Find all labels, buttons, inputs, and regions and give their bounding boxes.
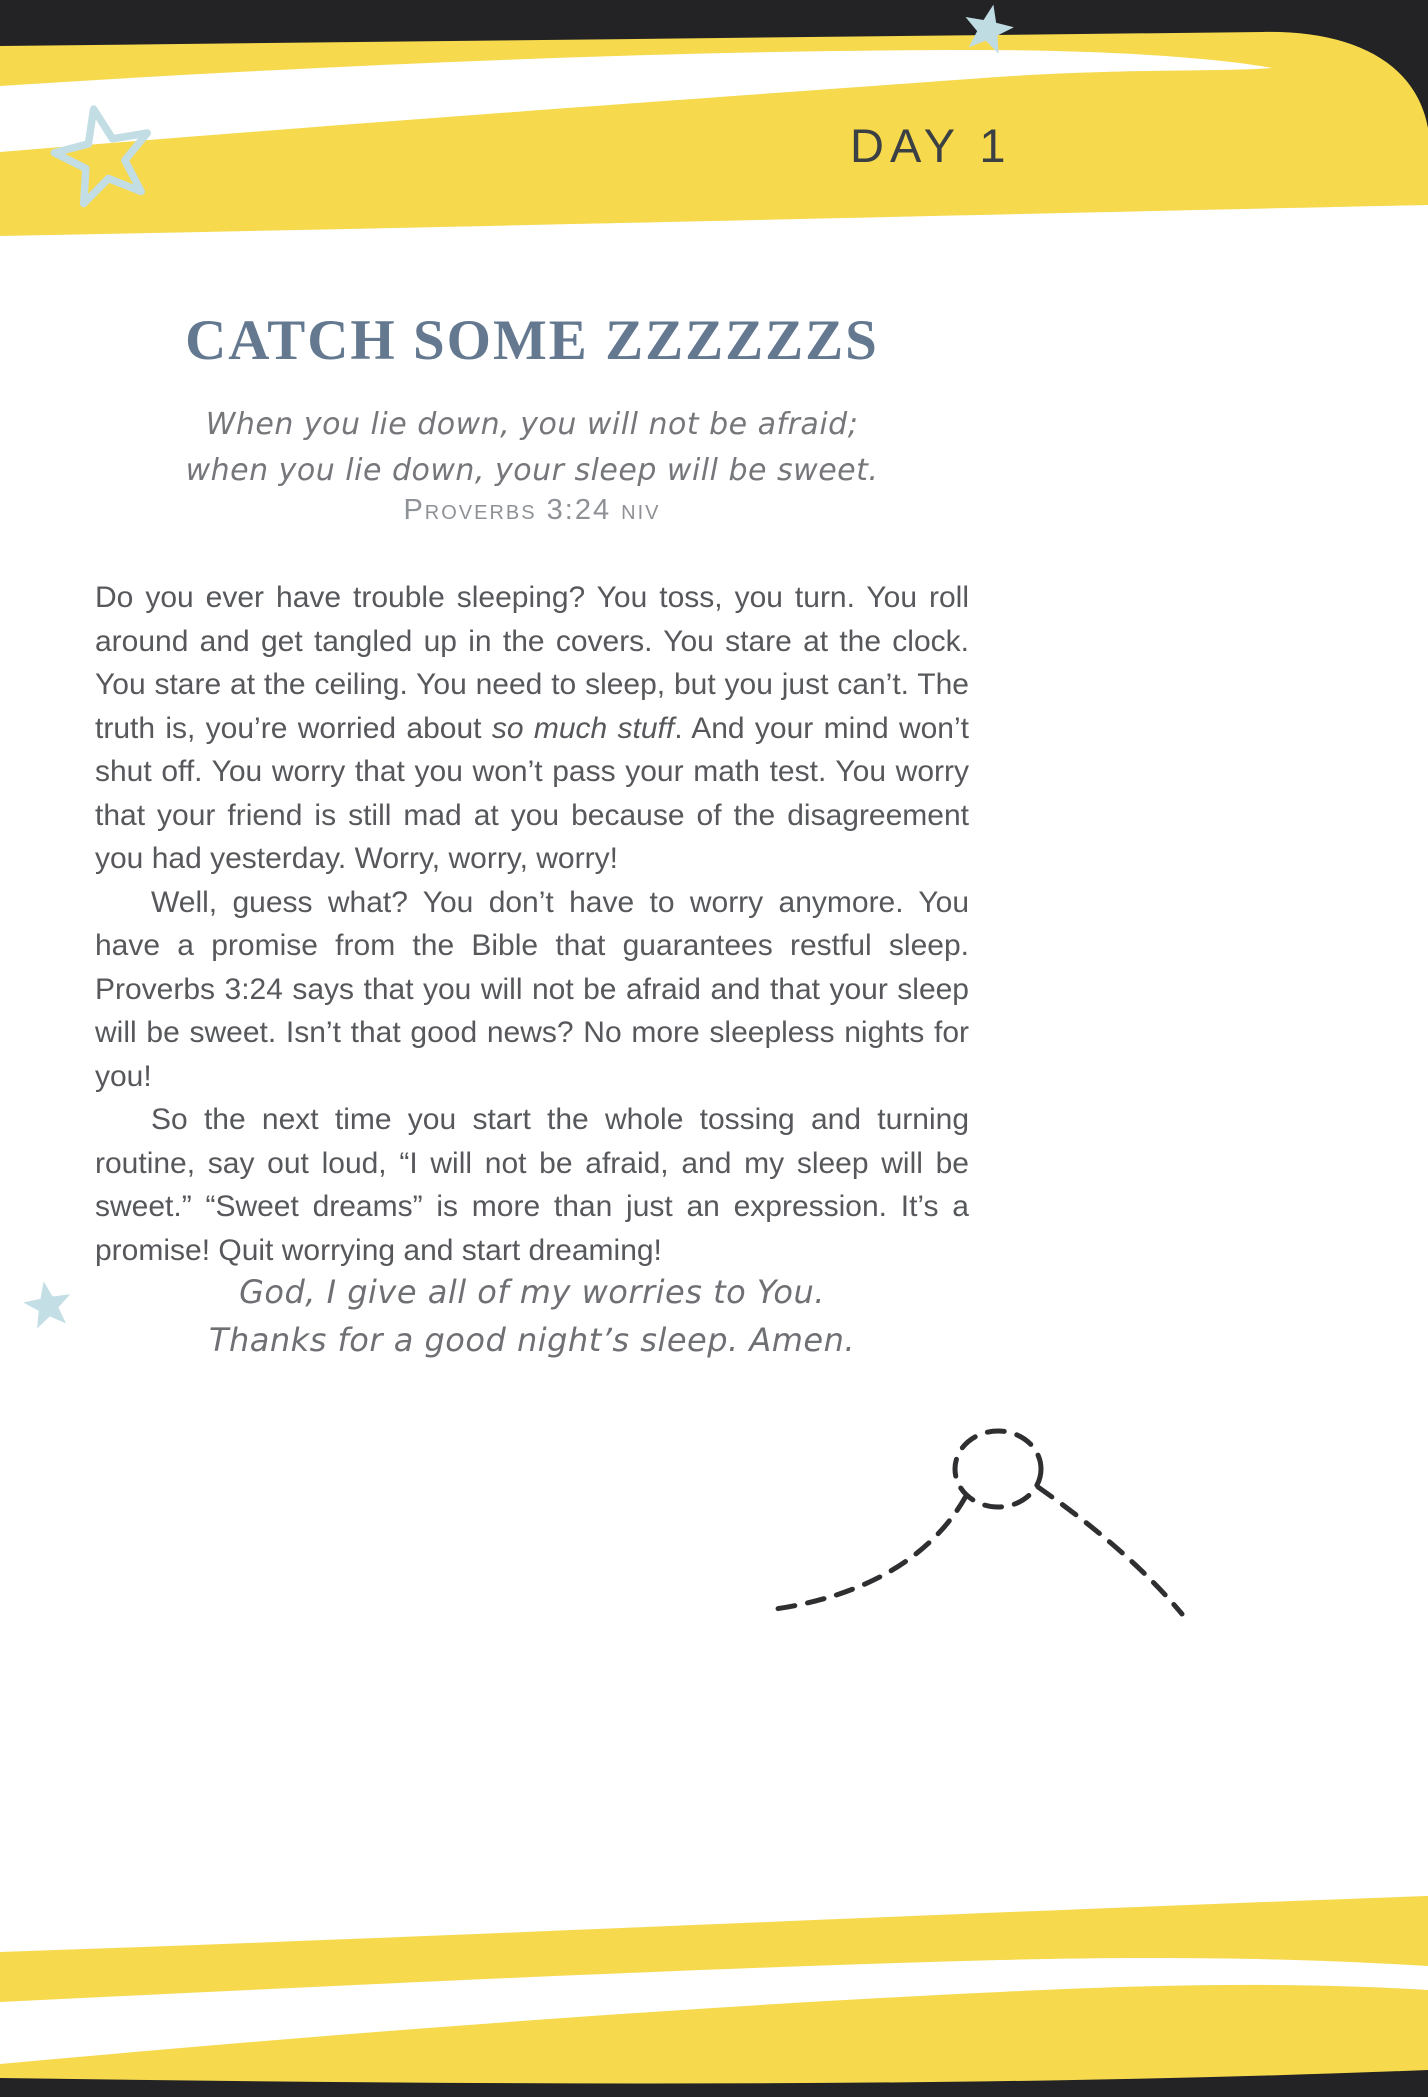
devotional-body [95,576,969,1272]
body-paragraph-1 [95,576,969,881]
verse-block [95,402,969,494]
prayer-line-1: God, I give all of my worries to You. [239,1273,825,1311]
dashed-path-doodle-icon [768,1431,1182,1614]
prayer-block [95,1268,969,1364]
star-icon [20,1277,75,1330]
page-title: CATCH SOME ZZZZZZS [185,309,879,372]
verse-line-1: When you lie down, you will not be afraid; [205,407,859,442]
verse-reference: Proverbs 3:24 niv [403,494,661,526]
prayer-line-2: Thanks for a good night’s sleep. Amen. [208,1321,856,1359]
paragraph-text: Do you ever have trouble sleeping? You toss, you turn. You roll around and get tangled up in the covers. You stare at the clock. You stare at the ceiling. You need to sleep, but you just can’t. The truth is, you’re worried about [95,581,969,745]
paragraph-italic-text: so much stuff [491,711,675,745]
day-label: DAY 1 [850,119,1012,172]
paragraph-text: . And your mind won’t shut off. You worry that you won’t pass your math test. You worry that your friend is still mad at you because of the disagreement you had yesterday. Worry, worry, worry! [95,711,969,875]
verse-line-2: when you lie down, your sleep will be sweet. [185,453,879,488]
body-paragraph-3: So the next time you start the whole tossing and turning routine, say out loud, “I will not be afraid, and my sleep will be sweet.” “Sweet dreams” is more than just an expression. It’s a promise! Quit worrying and start dreaming! [95,1103,969,1267]
body-paragraph-2: Well, guess what? You don’t have to worry anymore. You have a promise from the Bible that guarantees restful sleep. Proverbs 3:24 says that you will not be afraid and that your sleep will be sweet. Isn’t that good news? No more sleepless nights for you! [95,885,969,1093]
